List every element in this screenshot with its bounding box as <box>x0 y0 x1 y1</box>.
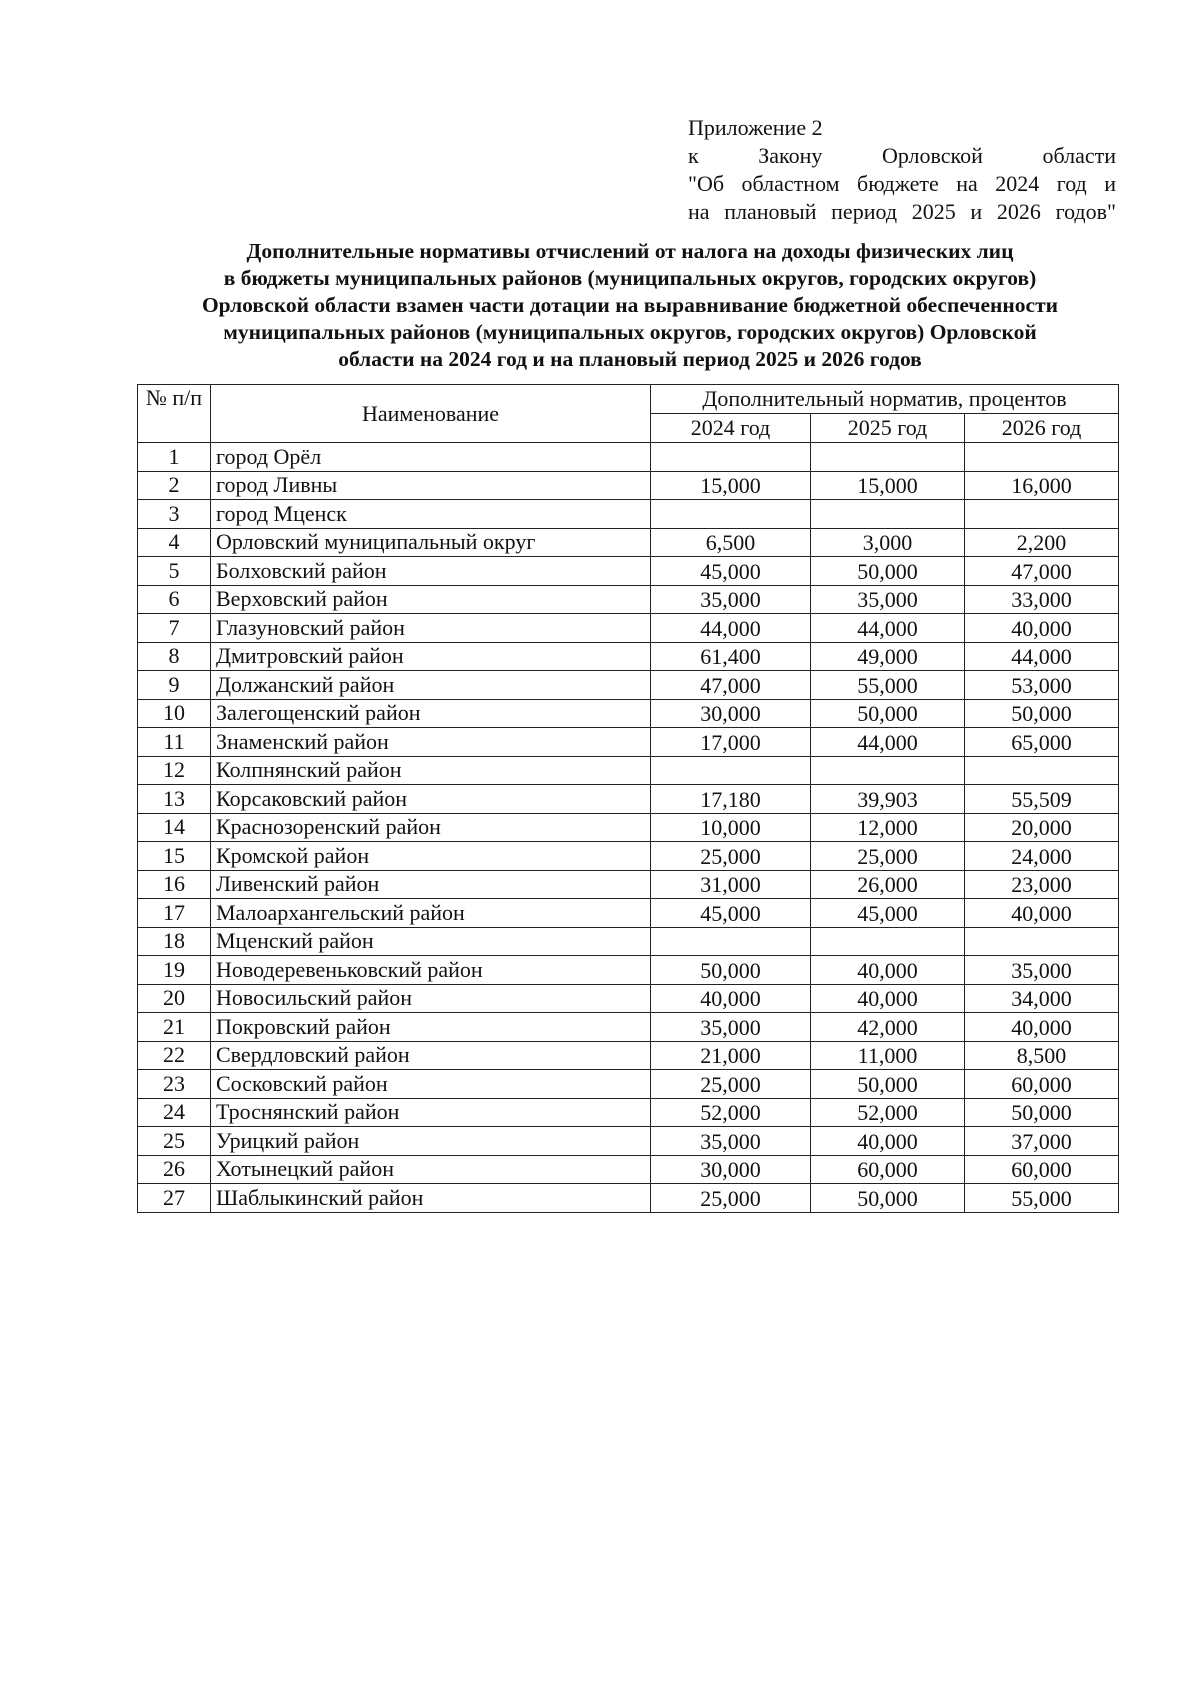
row-value-2024: 61,400 <box>651 642 811 671</box>
table-row <box>138 927 1119 956</box>
row-value-2024: 35,000 <box>651 1013 811 1042</box>
row-value-2025 <box>811 927 965 956</box>
row-value-2025: 52,000 <box>811 1098 965 1127</box>
table-row <box>138 870 1119 899</box>
table-row <box>138 842 1119 871</box>
table-row <box>138 557 1119 586</box>
row-value-2024 <box>651 927 811 956</box>
row-value-2024: 30,000 <box>651 1155 811 1184</box>
row-value-2025 <box>811 756 965 785</box>
row-value-2026: 35,000 <box>965 956 1119 985</box>
row-num: 16 <box>138 870 211 899</box>
row-name: Хотынецкий район <box>211 1155 651 1184</box>
row-name: Дмитровский район <box>211 642 651 671</box>
row-value-2026 <box>965 756 1119 785</box>
row-value-2025: 50,000 <box>811 699 965 728</box>
row-value-2024: 35,000 <box>651 585 811 614</box>
row-value-2024 <box>651 756 811 785</box>
row-name: Залегощенский район <box>211 699 651 728</box>
row-num: 18 <box>138 927 211 956</box>
header-name: Наименование <box>211 385 651 443</box>
title-line: в бюджеты муниципальных районов (муниципальных округов, городских округов) <box>223 266 1037 290</box>
row-value-2024: 45,000 <box>651 557 811 586</box>
row-num: 15 <box>138 842 211 871</box>
header-year-2024: 2024 год <box>651 414 811 443</box>
table-row <box>138 899 1119 928</box>
row-num: 13 <box>138 785 211 814</box>
row-value-2026: 50,000 <box>965 699 1119 728</box>
row-value-2025: 40,000 <box>811 1127 965 1156</box>
header-year-2025: 2025 год <box>811 414 965 443</box>
row-name: Болховский район <box>211 557 651 586</box>
row-value-2024: 25,000 <box>651 1184 811 1213</box>
table-row <box>138 471 1119 500</box>
title-line: Орловской области взамен части дотации на выравнивание бюджетной обеспеченности <box>201 293 1059 317</box>
row-value-2026: 34,000 <box>965 984 1119 1013</box>
row-value-2024: 17,180 <box>651 785 811 814</box>
row-name: Глазуновский район <box>211 614 651 643</box>
table-row <box>138 728 1119 757</box>
table-row <box>138 1127 1119 1156</box>
row-num: 1 <box>138 443 211 472</box>
row-value-2026: 60,000 <box>965 1155 1119 1184</box>
row-num: 12 <box>138 756 211 785</box>
row-value-2024: 45,000 <box>651 899 811 928</box>
row-value-2025: 50,000 <box>811 557 965 586</box>
row-num: 3 <box>138 500 211 529</box>
table-row <box>138 785 1119 814</box>
table-row <box>138 1013 1119 1042</box>
row-value-2024: 40,000 <box>651 984 811 1013</box>
header-norm-group: Дополнительный норматив, процентов <box>651 385 1119 414</box>
row-num: 19 <box>138 956 211 985</box>
row-name: Ливенский район <box>211 870 651 899</box>
row-name: Корсаковский район <box>211 785 651 814</box>
table-row <box>138 585 1119 614</box>
document-title <box>140 238 1120 373</box>
row-value-2025: 3,000 <box>811 528 965 557</box>
row-value-2026: 50,000 <box>965 1098 1119 1127</box>
table-row <box>138 813 1119 842</box>
row-value-2025: 26,000 <box>811 870 965 899</box>
row-value-2026: 53,000 <box>965 671 1119 700</box>
table-row <box>138 1184 1119 1213</box>
row-value-2024 <box>651 443 811 472</box>
row-value-2024: 21,000 <box>651 1041 811 1070</box>
row-num: 22 <box>138 1041 211 1070</box>
row-num: 5 <box>138 557 211 586</box>
row-value-2025: 55,000 <box>811 671 965 700</box>
row-num: 27 <box>138 1184 211 1213</box>
row-name: Орловский муниципальный округ <box>211 528 651 557</box>
table-row <box>138 1098 1119 1127</box>
row-value-2025: 11,000 <box>811 1041 965 1070</box>
row-name: Троснянский район <box>211 1098 651 1127</box>
row-name: Малоархангельский район <box>211 899 651 928</box>
row-value-2025: 42,000 <box>811 1013 965 1042</box>
row-value-2025: 50,000 <box>811 1070 965 1099</box>
row-name: город Ливны <box>211 471 651 500</box>
row-value-2026: 40,000 <box>965 614 1119 643</box>
row-value-2024: 44,000 <box>651 614 811 643</box>
appendix-law-ref: к Закону Орловской области <box>688 143 1116 168</box>
row-value-2025: 45,000 <box>811 899 965 928</box>
row-name: Краснозоренский район <box>211 813 651 842</box>
table-row <box>138 1041 1119 1070</box>
row-value-2026: 20,000 <box>965 813 1119 842</box>
row-name: Шаблыкинский район <box>211 1184 651 1213</box>
appendix-law-title-2: на плановый период 2025 и 2026 годов" <box>688 199 1116 224</box>
row-value-2026 <box>965 927 1119 956</box>
row-value-2026: 24,000 <box>965 842 1119 871</box>
row-value-2025: 12,000 <box>811 813 965 842</box>
row-value-2026: 65,000 <box>965 728 1119 757</box>
row-value-2024: 30,000 <box>651 699 811 728</box>
row-num: 10 <box>138 699 211 728</box>
row-value-2025 <box>811 443 965 472</box>
row-name: Кромской район <box>211 842 651 871</box>
row-value-2026: 2,200 <box>965 528 1119 557</box>
row-num: 14 <box>138 813 211 842</box>
row-num: 21 <box>138 1013 211 1042</box>
row-name: Новодеревеньковский район <box>211 956 651 985</box>
row-value-2024: 35,000 <box>651 1127 811 1156</box>
table-row <box>138 614 1119 643</box>
row-num: 17 <box>138 899 211 928</box>
row-value-2026: 40,000 <box>965 899 1119 928</box>
norms-table <box>137 384 1119 1213</box>
row-value-2026: 44,000 <box>965 642 1119 671</box>
row-name: Сосковский район <box>211 1070 651 1099</box>
row-value-2024: 25,000 <box>651 1070 811 1099</box>
row-num: 6 <box>138 585 211 614</box>
row-value-2024: 6,500 <box>651 528 811 557</box>
row-value-2024: 52,000 <box>651 1098 811 1127</box>
appendix-law-title-1: "Об областном бюджете на 2024 год и <box>688 171 1116 196</box>
row-name: Знаменский район <box>211 728 651 757</box>
table-row <box>138 671 1119 700</box>
row-num: 25 <box>138 1127 211 1156</box>
appendix-number: Приложение 2 <box>688 115 823 140</box>
title-line: муниципальных районов (муниципальных округов, городских округов) Орловской <box>223 320 1037 344</box>
row-num: 7 <box>138 614 211 643</box>
header-row <box>138 385 1119 414</box>
table-row <box>138 1155 1119 1184</box>
row-num: 2 <box>138 471 211 500</box>
row-value-2024: 47,000 <box>651 671 811 700</box>
table-row <box>138 642 1119 671</box>
row-value-2026: 47,000 <box>965 557 1119 586</box>
row-value-2025: 39,903 <box>811 785 965 814</box>
row-value-2026: 23,000 <box>965 870 1119 899</box>
row-value-2025: 35,000 <box>811 585 965 614</box>
table-row <box>138 443 1119 472</box>
row-value-2024: 50,000 <box>651 956 811 985</box>
table-row <box>138 528 1119 557</box>
row-num: 8 <box>138 642 211 671</box>
row-name: Покровский район <box>211 1013 651 1042</box>
appendix-block <box>688 114 1116 226</box>
row-value-2025: 15,000 <box>811 471 965 500</box>
row-value-2025: 50,000 <box>811 1184 965 1213</box>
table-body <box>138 443 1119 1213</box>
header-num: № п/п <box>138 385 211 443</box>
row-value-2026: 40,000 <box>965 1013 1119 1042</box>
row-value-2024: 10,000 <box>651 813 811 842</box>
row-value-2026: 60,000 <box>965 1070 1119 1099</box>
table-row <box>138 500 1119 529</box>
row-value-2026: 37,000 <box>965 1127 1119 1156</box>
row-value-2025: 60,000 <box>811 1155 965 1184</box>
row-num: 20 <box>138 984 211 1013</box>
row-value-2026: 16,000 <box>965 471 1119 500</box>
table-row <box>138 699 1119 728</box>
row-name: город Мценск <box>211 500 651 529</box>
row-value-2024: 15,000 <box>651 471 811 500</box>
table-row <box>138 1070 1119 1099</box>
row-value-2025: 40,000 <box>811 956 965 985</box>
row-value-2024: 31,000 <box>651 870 811 899</box>
row-value-2025: 44,000 <box>811 614 965 643</box>
row-name: город Орёл <box>211 443 651 472</box>
title-line: области на 2024 год и на плановый период 2025 и 2026 годов <box>338 347 922 371</box>
row-name: Колпнянский район <box>211 756 651 785</box>
row-value-2026: 55,509 <box>965 785 1119 814</box>
row-value-2025: 44,000 <box>811 728 965 757</box>
row-num: 24 <box>138 1098 211 1127</box>
row-value-2026 <box>965 500 1119 529</box>
row-name: Должанский район <box>211 671 651 700</box>
row-name: Мценский район <box>211 927 651 956</box>
row-num: 26 <box>138 1155 211 1184</box>
row-value-2024: 25,000 <box>651 842 811 871</box>
row-value-2025: 40,000 <box>811 984 965 1013</box>
row-name: Свердловский район <box>211 1041 651 1070</box>
row-num: 23 <box>138 1070 211 1099</box>
row-name: Урицкий район <box>211 1127 651 1156</box>
title-line: Дополнительные нормативы отчислений от налога на доходы физических лиц <box>246 239 1014 263</box>
table-row <box>138 756 1119 785</box>
row-value-2026: 55,000 <box>965 1184 1119 1213</box>
row-value-2025: 49,000 <box>811 642 965 671</box>
header-year-2026: 2026 год <box>965 414 1119 443</box>
table-row <box>138 956 1119 985</box>
table-row <box>138 984 1119 1013</box>
row-value-2026: 33,000 <box>965 585 1119 614</box>
row-num: 9 <box>138 671 211 700</box>
row-num: 11 <box>138 728 211 757</box>
row-value-2025 <box>811 500 965 529</box>
row-name: Новосильский район <box>211 984 651 1013</box>
row-value-2026: 8,500 <box>965 1041 1119 1070</box>
row-value-2024: 17,000 <box>651 728 811 757</box>
row-value-2026 <box>965 443 1119 472</box>
row-num: 4 <box>138 528 211 557</box>
row-value-2025: 25,000 <box>811 842 965 871</box>
row-name: Верховский район <box>211 585 651 614</box>
row-value-2024 <box>651 500 811 529</box>
